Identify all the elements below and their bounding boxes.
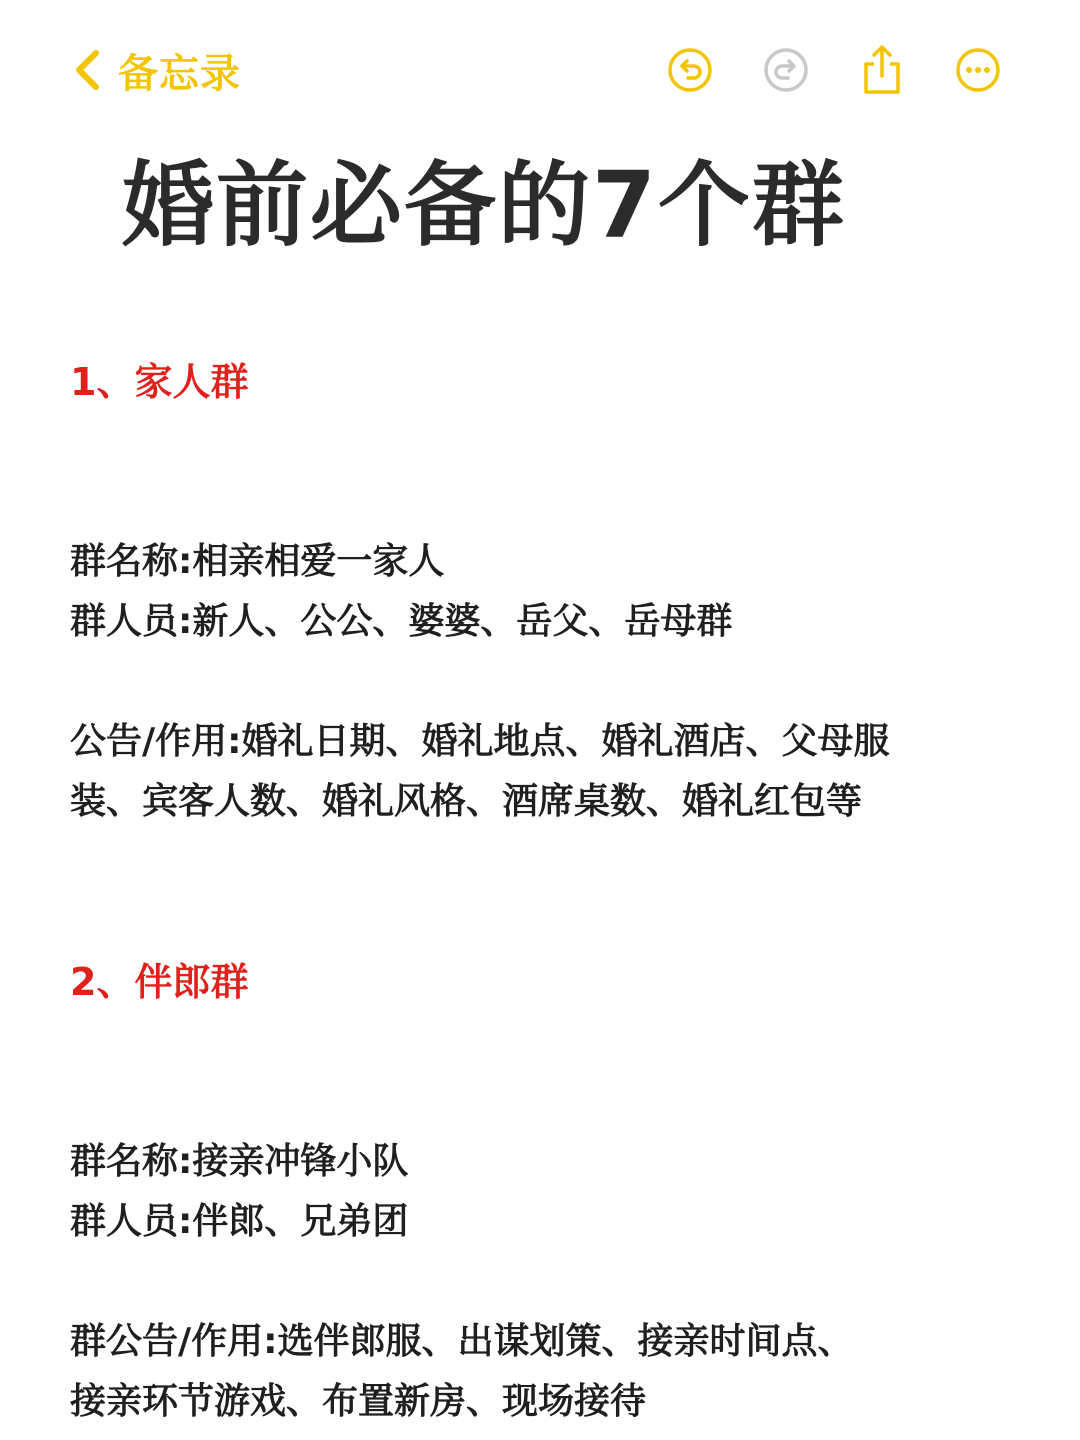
group-notice-paragraph: 公告/作用:婚礼日期、婚礼地点、婚礼酒店、父母服装、宾客人数、婚礼风格、酒席桌数、婚礼红包等	[70, 721, 890, 822]
more-button[interactable]	[952, 44, 1004, 96]
share-button[interactable]	[856, 44, 908, 96]
group-name-line: 群名称:相亲相爱一家人	[70, 541, 445, 582]
spacer	[70, 652, 970, 712]
share-icon	[858, 44, 906, 96]
group-members-line: 群人员:伴郎、兄弟团	[70, 1201, 409, 1242]
back-button[interactable]	[74, 44, 241, 96]
navigation-bar	[0, 0, 1080, 140]
redo-button[interactable]	[760, 44, 812, 96]
back-label: 备忘录	[118, 50, 241, 97]
section-heading: 1、家人群	[70, 360, 249, 404]
spacer	[70, 1012, 970, 1132]
spacer	[70, 832, 970, 952]
note-title: 婚前必备的7个群	[122, 152, 847, 259]
undo-icon	[666, 46, 714, 94]
spacer	[70, 412, 970, 532]
spacer	[70, 1252, 970, 1312]
more-icon	[954, 46, 1002, 94]
redo-icon	[762, 46, 810, 94]
note-body[interactable]	[70, 352, 970, 1432]
section-heading: 2、伴郎群	[70, 960, 249, 1004]
group-name-line: 群名称:接亲冲锋小队	[70, 1141, 409, 1182]
chevron-left-icon	[74, 49, 100, 91]
group-members-line: 群人员:新人、公公、婆婆、岳父、岳母群	[70, 601, 733, 642]
group-notice-paragraph: 群公告/作用:选伴郎服、出谋划策、接亲时间点、接亲环节游戏、布置新房、现场接待	[70, 1321, 854, 1422]
undo-button[interactable]	[664, 44, 716, 96]
